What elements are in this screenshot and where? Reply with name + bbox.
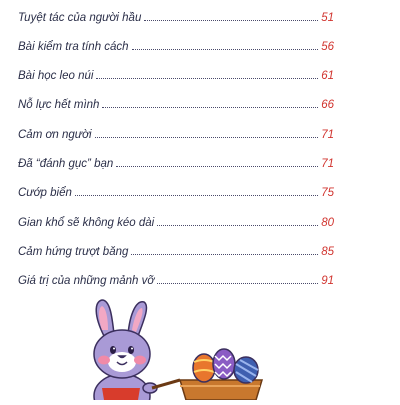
toc-entry[interactable] <box>18 209 334 229</box>
egg-icon <box>193 354 215 382</box>
dot-leader <box>75 194 318 196</box>
toc-entry[interactable] <box>18 179 334 199</box>
toc-entry[interactable] <box>18 267 334 287</box>
toc-entry-page: 66 <box>321 99 334 111</box>
toc-entry-title: Nỗ lực hết mình <box>18 99 100 111</box>
toc-entry-title: Tuyệt tác của người hầu <box>18 12 142 24</box>
egg-icon <box>234 357 258 383</box>
toc-entry[interactable] <box>18 150 334 170</box>
toc-entry-title: Cướp biển <box>18 187 72 199</box>
toc-entry-title: Gian khổ sẽ không kéo dài <box>18 217 155 229</box>
dot-leader <box>144 19 318 21</box>
dot-leader <box>131 253 318 255</box>
toc-entry-page: 71 <box>321 158 334 170</box>
toc-entry-page: 56 <box>321 41 334 53</box>
toc-entry[interactable] <box>18 62 334 82</box>
toc-entry-page: 61 <box>321 70 334 82</box>
bunny-illustration <box>80 296 300 400</box>
dot-leader <box>157 282 318 284</box>
dot-leader <box>96 77 318 79</box>
dot-leader <box>132 48 319 50</box>
toc-entry-title: Cảm ơn người <box>18 129 92 141</box>
toc-entry-page: 85 <box>321 246 334 258</box>
toc-entry-page: 71 <box>321 129 334 141</box>
toc-entry-title: Cảm hứng trượt băng <box>18 246 129 258</box>
bunny-with-cart-drawing <box>80 296 300 400</box>
dot-leader <box>95 136 319 138</box>
toc-entry-title: Đã “đánh gục” bạn <box>18 158 114 170</box>
toc-entry-page: 75 <box>321 187 334 199</box>
toc-entry-title: Giá trị của những mảnh vỡ <box>18 275 155 287</box>
dot-leader <box>116 165 318 167</box>
toc-entry[interactable] <box>18 121 334 141</box>
toc-entry-title: Bài kiểm tra tính cách <box>18 41 129 53</box>
dot-leader <box>157 224 318 226</box>
toc-entry-title: Bài học leo núi <box>18 70 94 82</box>
toc-entry-page: 80 <box>321 217 334 229</box>
bunny-icon <box>94 300 157 400</box>
toc-entry-page: 91 <box>321 275 334 287</box>
toc-entry[interactable] <box>18 91 334 111</box>
toc-entry[interactable] <box>18 33 334 53</box>
toc-entry[interactable] <box>18 4 334 24</box>
toc-entry[interactable] <box>18 238 334 258</box>
toc-entry-page: 51 <box>321 12 334 24</box>
dot-leader <box>102 106 318 108</box>
egg-icon <box>213 349 235 379</box>
